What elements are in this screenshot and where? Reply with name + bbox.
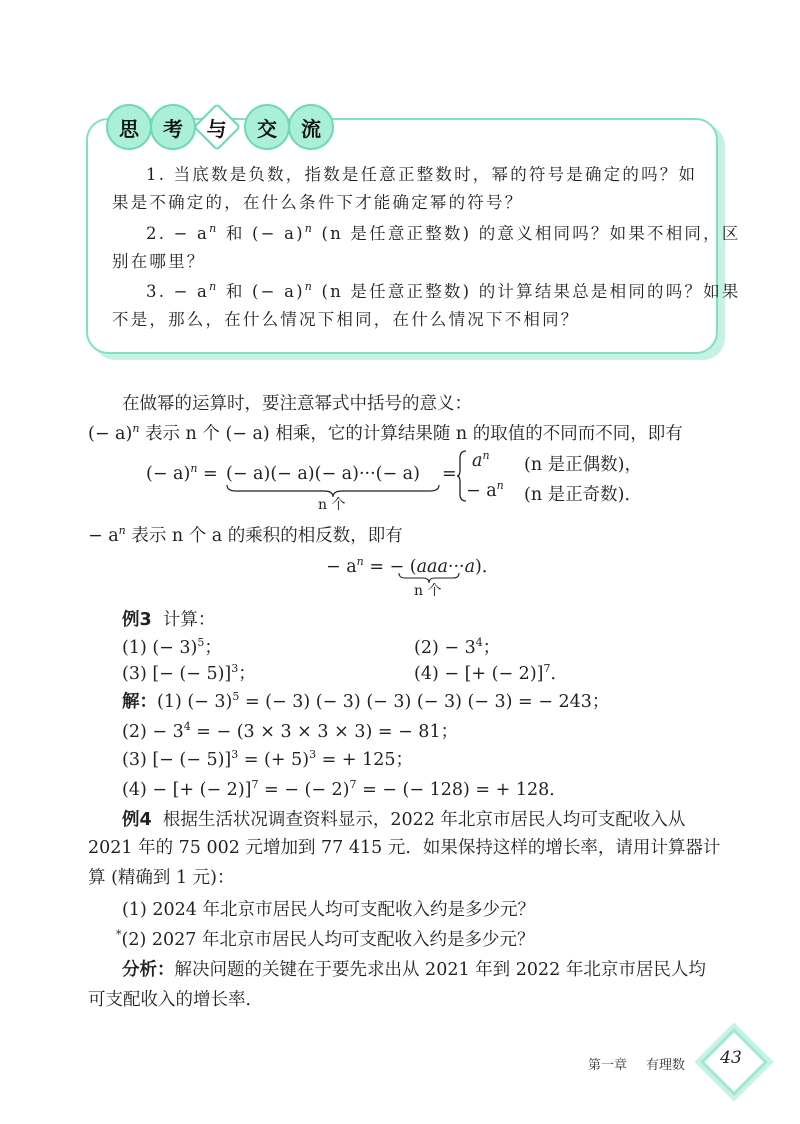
- think-tab-char-3: 与: [193, 103, 241, 151]
- question-1-line-2: 果是不确定的，在什么条件下才能确定幂的符号？: [112, 193, 524, 212]
- example-4-question-2: *(2) 2027 年北京市居民人均可支配收入约是多少元？: [116, 928, 535, 950]
- intro-line: 在做幂的运算时，要注意幂式中括号的意义：: [122, 394, 472, 414]
- equation-1-lhs: (− a)$^n$ =: [146, 462, 218, 484]
- think-tab-char-4: 交: [244, 104, 290, 150]
- think-tab-char-5: 流: [288, 104, 334, 150]
- think-tab-char-1: 思: [106, 104, 152, 150]
- example-3-part-3: (3) [− (− 5)]$^3$；: [122, 662, 256, 684]
- example-3-heading: 例3 计算：: [122, 610, 216, 630]
- underbrace-1-label: n 个: [318, 497, 346, 513]
- definition-2: − $a^n$ 表示 n 个 a 的乘积的相反数，即有: [88, 524, 403, 546]
- solution-line-1: 解：(1) (− 3)$^5$ = (− 3) (− 3) (− 3) (− 3) (− 3) = − 243；: [122, 690, 610, 712]
- question-1-line-1: 1. 当底数是负数，指数是任意正整数时，幂的符号是确定的吗？如: [146, 165, 698, 184]
- underbrace-2-label: n 个: [414, 583, 442, 599]
- solution-line-2: $(2) - 3^4$ = − (3 × 3 × 3 × 3) = − 81；: [122, 720, 459, 742]
- case-1-expr: $a^n$: [472, 449, 490, 471]
- footer-chapter: 第一章: [588, 1058, 628, 1073]
- think-tab-char-2: 考: [150, 104, 196, 150]
- equation-2: − $a^n$ = − (aaa···a)．: [326, 555, 500, 577]
- equals-sign: =: [442, 464, 457, 484]
- equation-1-product: (− a)(− a)(− a)···(− a): [226, 464, 420, 484]
- footer-section: 有理数: [646, 1058, 686, 1073]
- page-number: 43: [720, 1048, 742, 1068]
- example-3-part-2: $(2) - 3^4$；: [414, 636, 501, 658]
- question-2-line-1: 2. − $a^n$ 和 (− a)$^n$ (n 是任意正整数) 的意义相同吗？如果不相同，区: [146, 222, 741, 243]
- case-1-condition: (n 是正偶数)，: [524, 455, 642, 475]
- example-3-part-4: (4) − [+ (− 2)]$^7$．: [414, 662, 568, 684]
- question-3-line-1: 3. − $a^n$ 和 (− a)$^n$ (n 是任意正整数) 的计算结果总是相同的吗？如果: [146, 280, 741, 301]
- solution-line-4: (4) − [+ (− 2)]$^7$ = − (− 2)$^7$ = − (− 128) = + 128．: [122, 778, 567, 800]
- example-4-line-1: 例4 根据生活状况调查资料显示，2022 年北京市居民人均可支配收入从: [122, 810, 686, 830]
- example-3-part-1: (1) (− 3)$^5$；: [122, 636, 222, 658]
- example-4-line-2: 2021 年的 75 002 元增加到 77 415 元．如果保持这样的增长率，请用计算器计: [88, 838, 721, 858]
- example-4-question-1: (1) 2024 年北京市居民人均可支配收入约是多少元？: [122, 900, 535, 920]
- analysis-line-1: 分析：解决问题的关键在于要先求出从 2021 年到 2022 年北京市居民人均: [122, 960, 706, 980]
- solution-line-3: (3) [− (− 5)]$^3$ = (+ 5)$^3$ = + 125；: [122, 748, 413, 770]
- case-2-condition: (n 是正奇数)．: [524, 485, 642, 505]
- question-3-line-2: 不是，那么，在什么情况下相同，在什么情况下不相同？: [112, 310, 580, 329]
- analysis-line-2: 可支配收入的增长率．: [88, 990, 263, 1010]
- question-2-line-2: 别在哪里？: [112, 252, 206, 271]
- case-2-expr: − $a^n$: [466, 479, 504, 501]
- definition-1: (− a)$^n$ 表示 n 个 (− a) 相乘，它的计算结果随 n 的取值的不同而不同，即有: [88, 422, 683, 444]
- example-4-line-3: 算 (精确到 1 元)：: [88, 868, 235, 888]
